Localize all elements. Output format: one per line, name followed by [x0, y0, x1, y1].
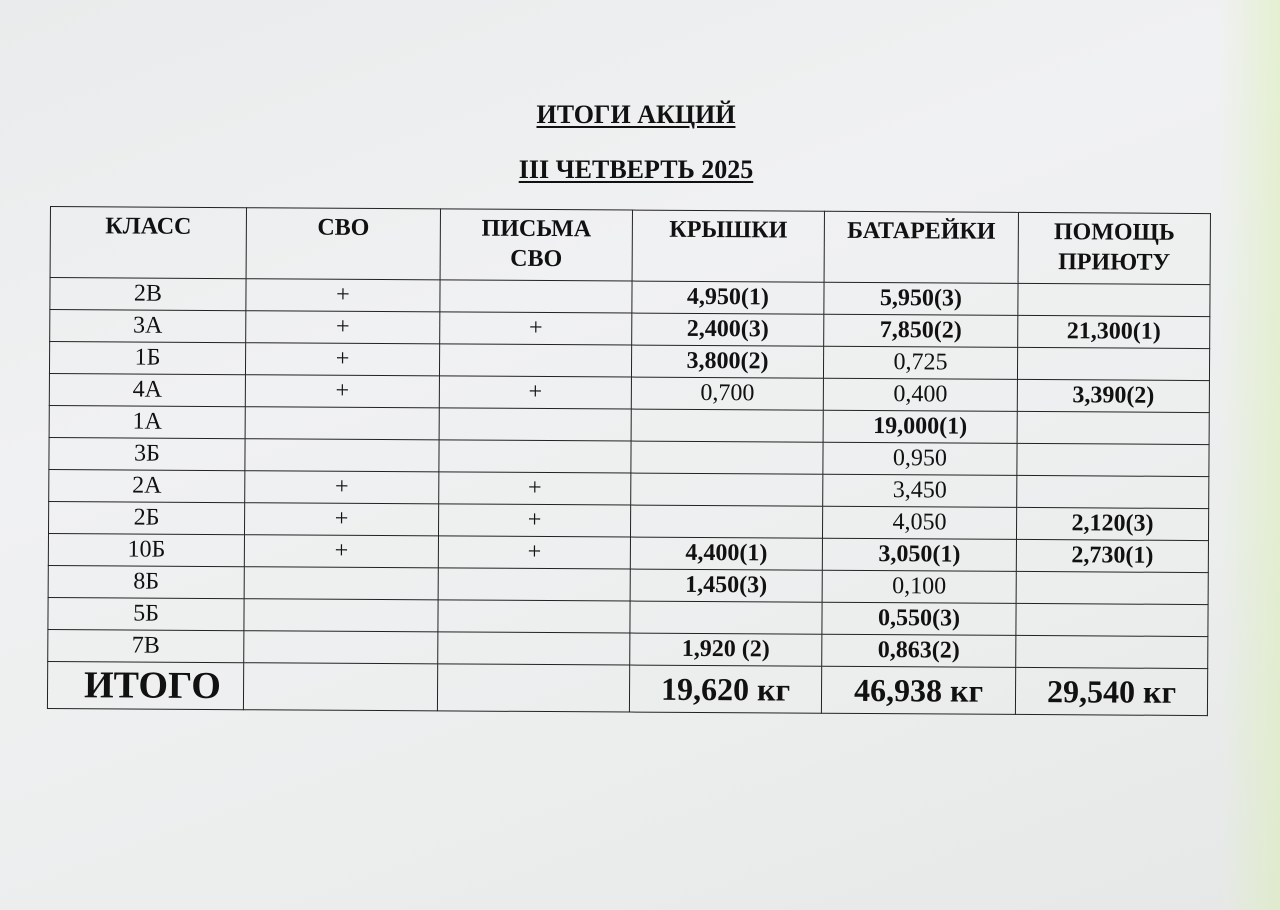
background-edge: [1220, 0, 1280, 910]
cell-batteries: 4,050: [822, 506, 1016, 539]
cell-letters-svo: +: [439, 376, 631, 409]
cell-class: 3Б: [49, 437, 245, 470]
total-row: [47, 661, 1207, 715]
cell-svo: +: [244, 535, 438, 568]
cell-class: 4А: [49, 373, 245, 406]
cell-shelter-help: 21,300(1): [1018, 315, 1210, 348]
cell-caps: [631, 409, 823, 442]
cell-svo: +: [246, 279, 440, 312]
cell-class: 2В: [50, 278, 246, 311]
cell-svo: [244, 567, 438, 600]
cell-caps: 4,950(1): [632, 281, 824, 314]
cell-class: 10Б: [48, 533, 244, 566]
total-shelter-help: 29,540 кг: [1015, 667, 1207, 715]
header-batteries: БАТАРЕЙКИ: [824, 211, 1018, 283]
cell-shelter-help: [1016, 635, 1208, 668]
cell-batteries: 0,550(3): [822, 602, 1016, 635]
cell-shelter-help: [1017, 443, 1209, 476]
header-caps: КРЫШКИ: [632, 210, 824, 282]
header-letters-svo: ПИСЬМА СВО: [440, 209, 632, 281]
cell-batteries: 19,000(1): [823, 410, 1017, 443]
header-svo: СВО: [246, 208, 440, 280]
cell-class: 7В: [48, 629, 244, 662]
cell-class: 5Б: [48, 597, 244, 630]
cell-batteries: 3,050(1): [822, 538, 1016, 571]
cell-class: 1Б: [49, 342, 245, 375]
cell-caps: 3,800(2): [631, 345, 823, 378]
total-label: ИТОГО: [47, 661, 243, 709]
cell-shelter-help: [1018, 283, 1210, 316]
total-batteries: 46,938 кг: [821, 666, 1015, 714]
cell-shelter-help: [1017, 475, 1209, 508]
cell-shelter-help: [1017, 411, 1209, 444]
total-caps: 19,620 кг: [629, 665, 821, 713]
cell-letters-svo: [438, 600, 630, 633]
cell-svo: [244, 599, 438, 632]
cell-batteries: 0,950: [823, 442, 1017, 475]
cell-letters-svo: +: [440, 312, 632, 345]
cell-letters-svo: [439, 440, 631, 473]
cell-class: 2А: [49, 469, 245, 502]
cell-batteries: 0,863(2): [822, 634, 1016, 667]
cell-batteries: 5,950(3): [824, 282, 1018, 315]
cell-letters-svo: +: [438, 504, 630, 537]
cell-shelter-help: 2,120(3): [1016, 507, 1208, 540]
cell-letters-svo: +: [438, 536, 630, 569]
header-class: КЛАСС: [50, 207, 246, 279]
cell-caps: 4,400(1): [630, 537, 822, 570]
cell-caps: [631, 441, 823, 474]
cell-class: 2Б: [48, 501, 244, 534]
cell-shelter-help: 3,390(2): [1017, 379, 1209, 412]
cell-caps: 1,450(3): [630, 569, 822, 602]
cell-shelter-help: [1016, 571, 1208, 604]
cell-letters-svo: [438, 568, 630, 601]
cell-caps: [630, 505, 822, 538]
cell-caps: [630, 601, 822, 634]
cell-svo: +: [246, 311, 440, 344]
cell-batteries: 3,450: [823, 474, 1017, 507]
cell-svo: [244, 631, 438, 664]
cell-svo: [245, 439, 439, 472]
cell-letters-svo: [439, 408, 631, 441]
cell-class: 3А: [50, 310, 246, 343]
cell-caps: 0,700: [631, 377, 823, 410]
cell-caps: 2,400(3): [632, 313, 824, 346]
total-letters: [437, 664, 629, 712]
cell-class: 1А: [49, 405, 245, 438]
cell-svo: +: [245, 375, 439, 408]
cell-batteries: 0,100: [822, 570, 1016, 603]
cell-shelter-help: [1016, 603, 1208, 636]
table-body: [48, 278, 1210, 669]
document-subtitle: III ЧЕТВЕРТЬ 2025: [518, 155, 754, 184]
header-shelter-help: ПОМОЩЬ ПРИЮТУ: [1018, 212, 1210, 284]
total-svo: [243, 663, 437, 711]
cell-svo: +: [245, 343, 439, 376]
cell-svo: [245, 407, 439, 440]
cell-batteries: 0,400: [823, 378, 1017, 411]
cell-class: 8Б: [48, 565, 244, 598]
cell-svo: +: [244, 503, 438, 536]
cell-svo: +: [245, 471, 439, 504]
results-table: [47, 206, 1211, 716]
cell-letters-svo: [439, 344, 631, 377]
cell-shelter-help: 2,730(1): [1016, 539, 1208, 572]
cell-shelter-help: [1017, 347, 1209, 380]
cell-letters-svo: [440, 280, 632, 313]
document-title: ИТОГИ АКЦИЙ: [536, 100, 736, 129]
cell-letters-svo: [438, 632, 630, 665]
header-row: [50, 207, 1210, 285]
cell-letters-svo: +: [439, 472, 631, 505]
cell-caps: [631, 473, 823, 506]
cell-batteries: 7,850(2): [824, 314, 1018, 347]
cell-batteries: 0,725: [823, 346, 1017, 379]
cell-caps: 1,920 (2): [630, 633, 822, 666]
